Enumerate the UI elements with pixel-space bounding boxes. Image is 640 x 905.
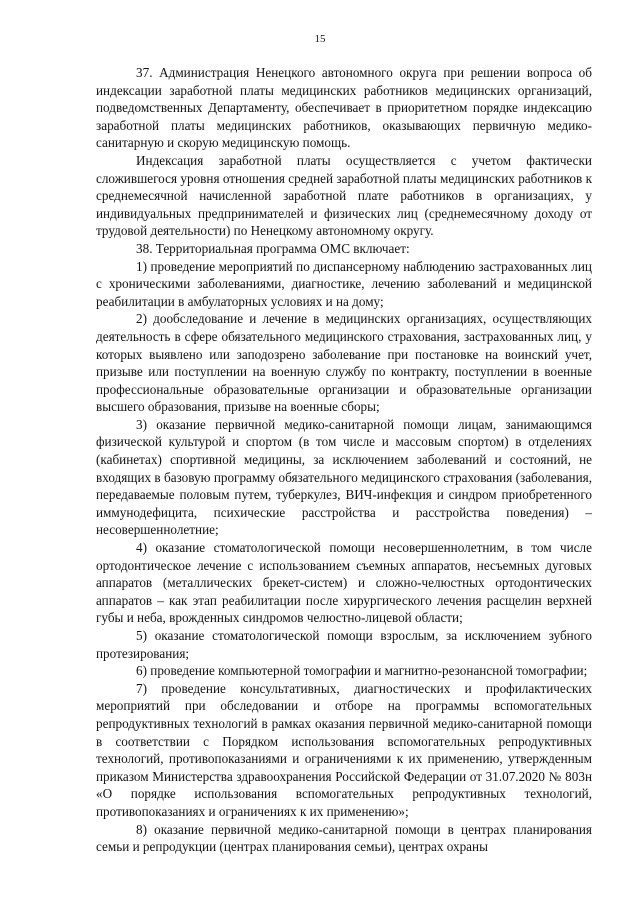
list-item-5: 5) оказание стоматологической помощи взрослым, за исключением зубного протезирования; [96, 628, 592, 661]
page-number: 15 [314, 33, 326, 45]
paragraph-37: 37. Администрация Ненецкого автономного округа при решении вопроса об индексации заработной платы медицинских работников медицинских организаций, подведомственных Департаменту, обеспечивает в приоритетном порядке индексацию заработной платы медицинских работников, оказывающих первичную медико-санитарную и скорую медицинскую помощь. [96, 65, 592, 151]
list-item-3: 3) оказание первичной медико-санитарной помощи лицам, занимающимся физической культурой и спортом (в том числе и массовым спортом) в отделениях (кабинетах) спортивной медицины, за исключением заболеваний и состояний, не входящих в базовую программу обязательного медицинского страхования (заболевания, передаваемые половым путем, туберкулез, ВИЧ-инфекция и синдром приобретенного иммунодефицита, психические расстройства и расстройства поведения) – несовершеннолетние; [96, 416, 592, 538]
list-item-4: 4) оказание стоматологической помощи несовершеннолетним, в том числе ортодонтическое лечение с использованием съемных аппаратов, несъемных дуговых аппаратов (металлических брекет-систем) и сложно-челюстных ортодонтических аппаратов – как этап реабилитации после хирургического лечения расщелин верхней губы и неба, врожденных синдромов челюстно-лицевой области; [96, 540, 592, 626]
list-item-1: 1) проведение мероприятий по диспансерному наблюдению застрахованных лиц с хроническими заболеваниями, диагностике, лечению заболеваний и медицинской реабилитации в амбулаторных условиях и на дому; [96, 258, 592, 309]
list-item-6: 6) проведение компьютерной томографии и магнитно-резонансной томографии; [136, 663, 588, 679]
list-item-8: 8) оказание первичной медико-санитарной помощи в центрах планирования семьи и репродукции (центрах планирования семьи), центрах охраны [96, 821, 592, 855]
paragraph-38: 38. Территориальная программа ОМС включает: [136, 240, 410, 256]
list-item-2: 2) дообследование и лечение в медицинских организациях, осуществляющих деятельность в сфере обязательного медицинского страхования, застрахованных лиц, у которых выявлено или заподозрено заболевание при постановке на воинский учет, призыве или поступлении на военную службу по контракту, поступлении в военные профессиональные образовательные организации и образовательные организации высшего образования, призыве на военные сборы; [96, 311, 592, 415]
paragraph-indexation: Индексация заработной платы осуществляется с учетом фактически сложившегося уровня отношения средней заработной платы медицинских работников к среднемесячной начисленной заработной плате работников в организациях, у индивидуальных предпринимателей и физических лиц (среднемесячному доходу от трудовой деятельности) по Ненецкому автономному округу. [96, 152, 592, 239]
list-item-7: 7) проведение консультативных, диагностических и профилактических мероприятий при обследовании и отборе на программы вспомогательных репродуктивных технологий в рамках оказания первичной медико-санитарной помощи в соответствии с Порядком использования вспомогательных репродуктивных технологий, противопоказаниями и ограничениями к их применению, утвержденным приказом Министерства здравоохранения Российской Федерации от 31.07.2020 № 803н «О порядке использования вспомогательных репродуктивных технологий, противопоказаниях и ограничениях к их применению»; [96, 680, 592, 819]
document-body [96, 64, 592, 856]
